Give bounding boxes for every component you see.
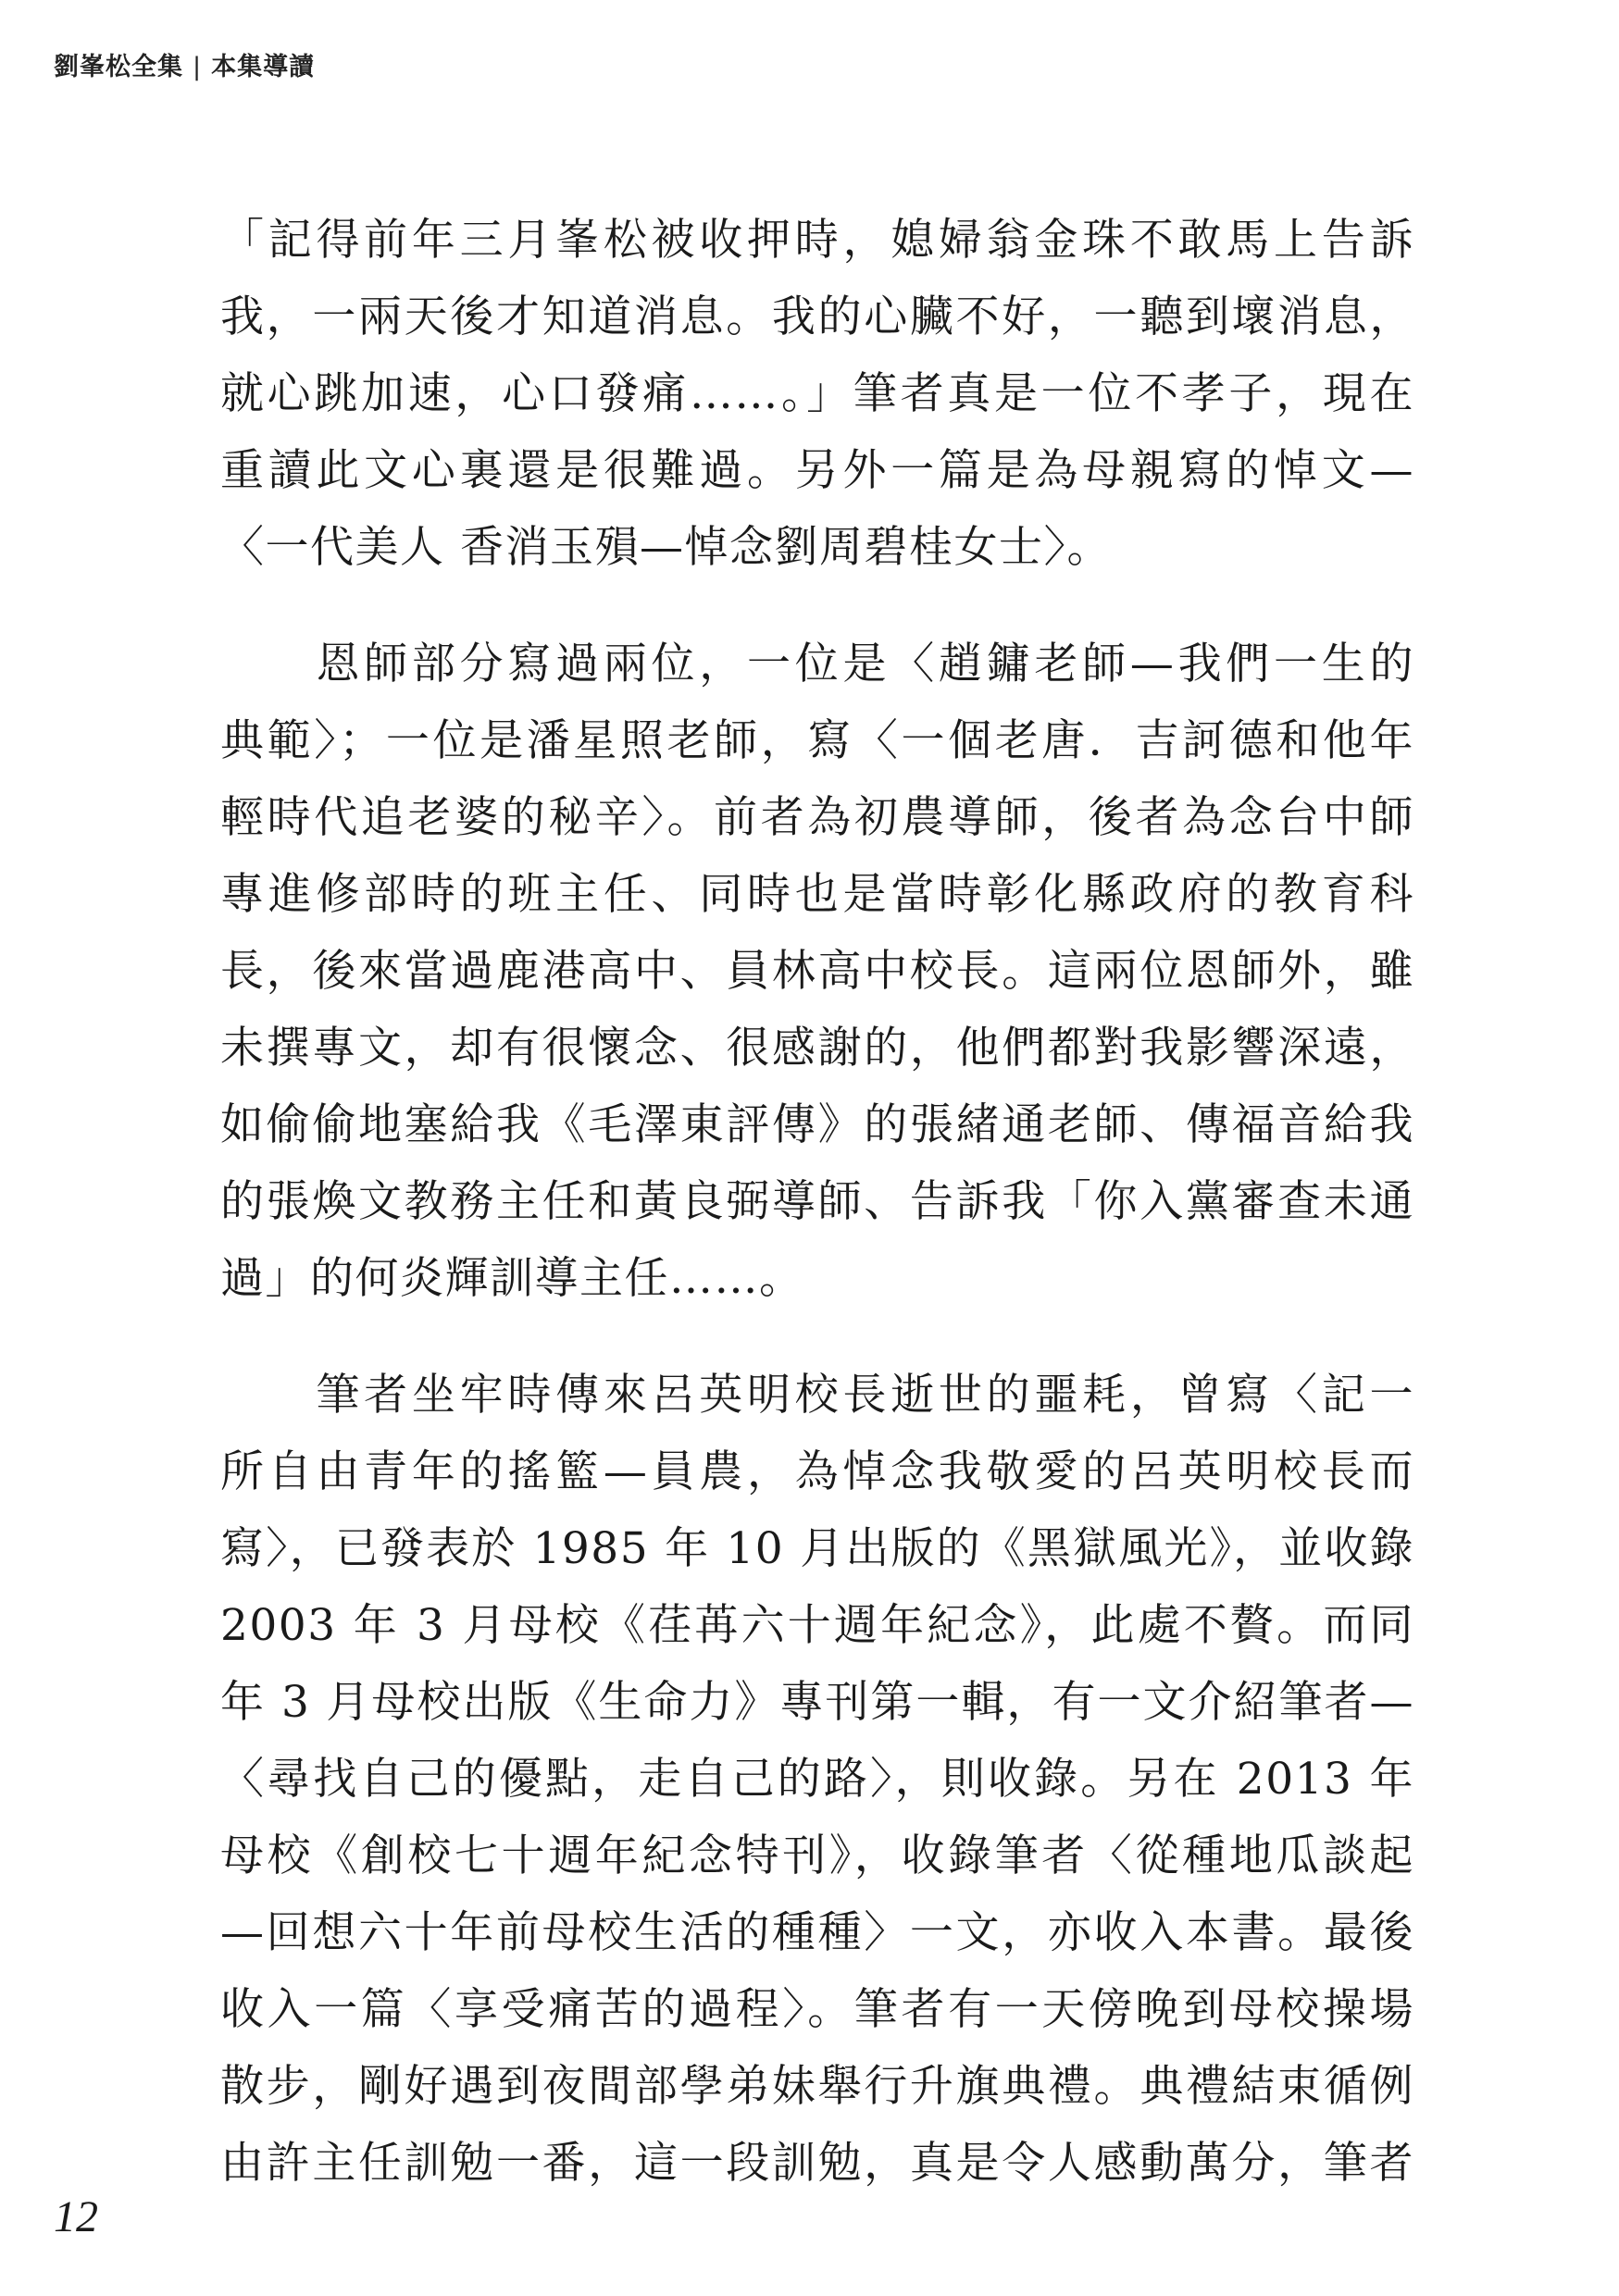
paragraph-1 (220, 202, 1414, 586)
text-line: 專進修部時的班主任、同時也是當時彰化縣政府的教育科 (220, 869, 1414, 920)
page-number: 12 (54, 2192, 98, 2241)
running-header (54, 46, 315, 82)
text-line: 收入一篇〈享受痛苦的過程〉。筆者有一天傍晚到母校操場 (220, 1984, 1414, 2035)
paragraph-3 (220, 1357, 1414, 2202)
body-text (220, 202, 1414, 2202)
text-line: 〈一代美人 香消玉殞—悼念劉周碧桂女士〉。 (220, 522, 1112, 573)
text-line: 〈尋找自己的優點，走自己的路〉，則收錄。另在 2013 年 (220, 1754, 1414, 1805)
text-line: 長，後來當過鹿港高中、員林高中校長。這兩位恩師外，雖 (220, 946, 1414, 997)
header-separator: | (193, 53, 203, 81)
text-line: 的張煥文教務主任和黃良弼導師、告訴我「你入黨審查未通 (220, 1176, 1414, 1227)
text-line: 恩師部分寫過兩位，一位是〈趙鏞老師—我們一生的 (220, 639, 1414, 689)
text-line: 重讀此文心裏還是很難過。另外一篇是為母親寫的悼文— (220, 445, 1414, 496)
header-collection-title: 劉峯松全集 (54, 53, 183, 81)
header-section-title: 本集導讀 (211, 53, 316, 81)
text-line: 寫〉，已發表於 1985 年 10 月出版的《黑獄風光》，並收錄 (220, 1523, 1414, 1574)
text-line: 筆者坐牢時傳來呂英明校長逝世的噩耗，曾寫〈記一 (220, 1370, 1414, 1421)
paragraph-2 (220, 626, 1414, 1317)
text-line: 2003 年 3 月母校《荏苒六十週年紀念》，此處不贅。而同 (220, 1600, 1414, 1651)
text-line: 未撰專文，却有很懷念、很感謝的，他們都對我影響深遠， (220, 1023, 1414, 1074)
text-line: 由許主任訓勉一番，這一段訓勉，真是令人感動萬分，筆者 (220, 2138, 1414, 2189)
text-line: 母校《創校七十週年紀念特刊》，收錄筆者〈從種地瓜談起 (220, 1831, 1414, 1881)
text-line: 所自由青年的搖籃—員農，為悼念我敬愛的呂英明校長而 (220, 1446, 1414, 1497)
text-line: 散步，剛好遇到夜間部學弟妹舉行升旗典禮。典禮結束循例 (220, 2061, 1414, 2112)
text-line: 我，一兩天後才知道消息。我的心臟不好，一聽到壞消息， (220, 292, 1414, 342)
text-line: —回想六十年前母校生活的種種〉一文，亦收入本書。最後 (220, 1907, 1414, 1958)
text-line: 過」的何炎輝訓導主任……。 (220, 1253, 804, 1304)
text-line: 如偷偷地塞給我《毛澤東評傳》的張緒通老師、傳福音給我 (220, 1099, 1414, 1150)
text-line: 典範〉；一位是潘星照老師，寫〈一個老唐．吉訶德和他年 (220, 715, 1414, 766)
text-line: 「記得前年三月峯松被收押時，媳婦翁金珠不敢馬上告訴 (220, 215, 1414, 266)
text-line: 年 3 月母校出版《生命力》專刊第一輯，有一文介紹筆者— (220, 1677, 1414, 1728)
text-line: 輕時代追老婆的秘辛〉。前者為初農導師，後者為念台中師 (220, 792, 1414, 843)
text-line: 就心跳加速，心口發痛……。」筆者真是一位不孝子，現在 (220, 368, 1414, 419)
